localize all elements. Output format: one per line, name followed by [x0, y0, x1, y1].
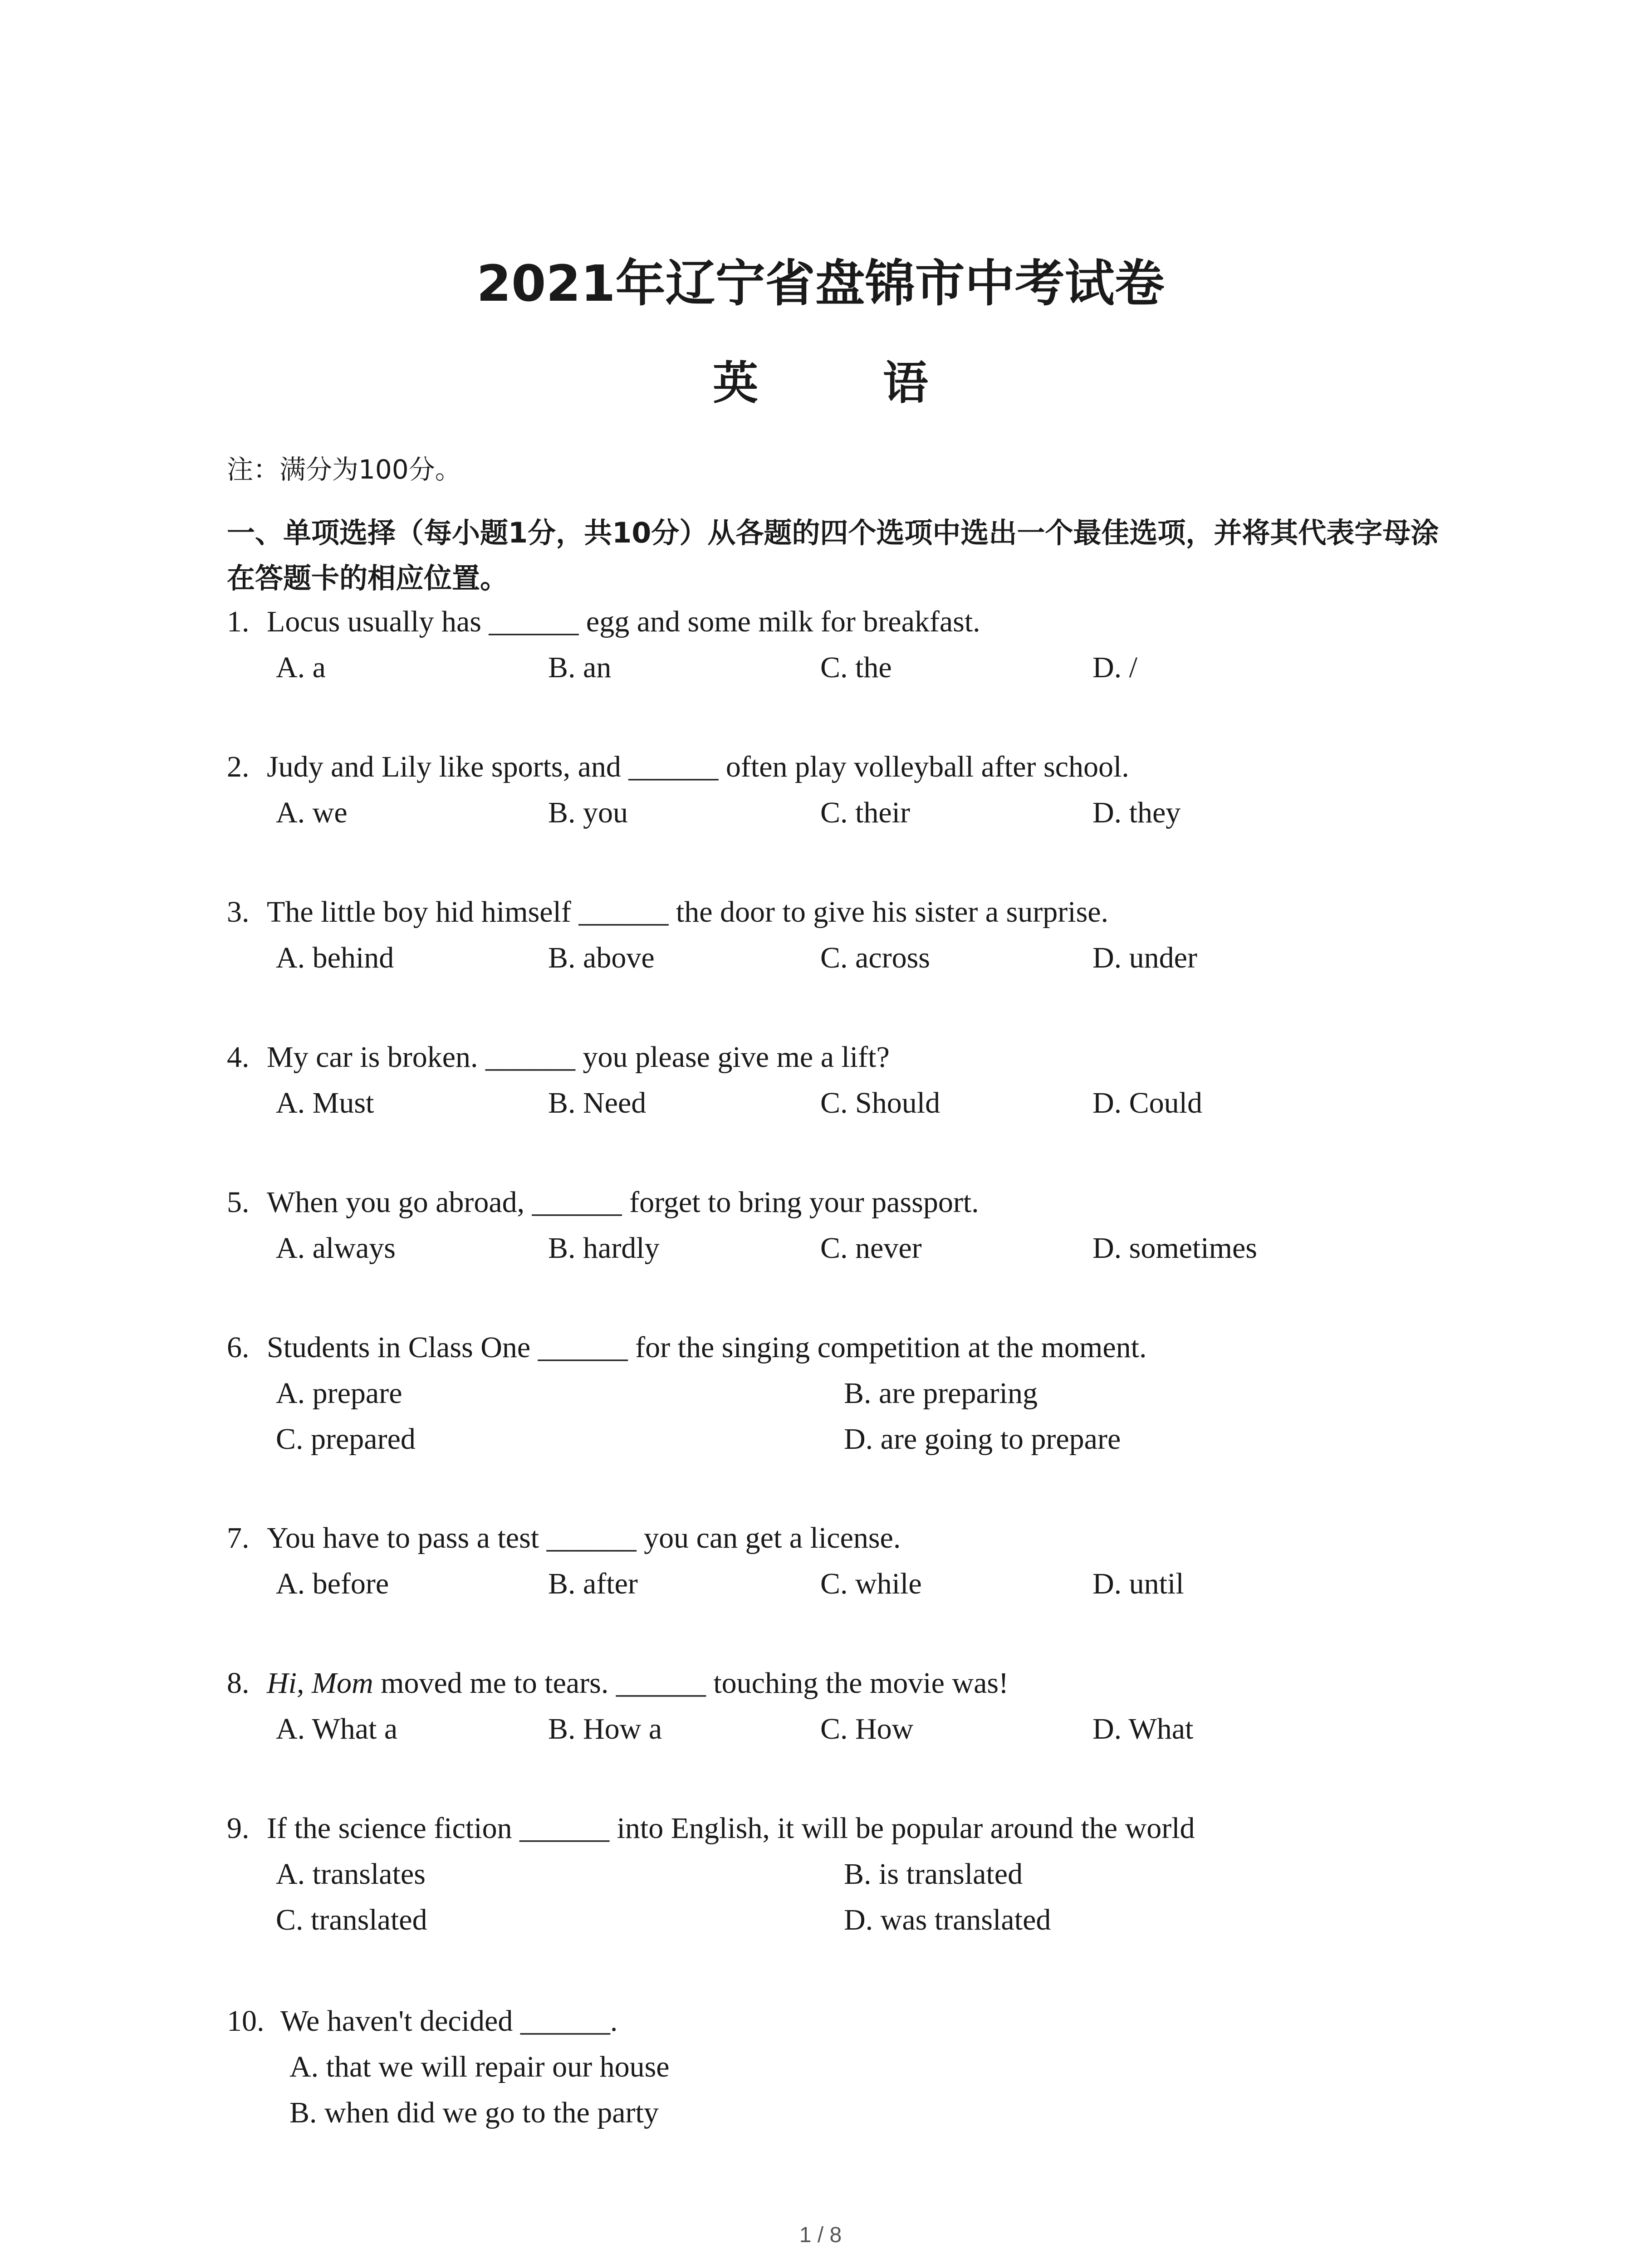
- option-a: A. behind: [276, 941, 394, 974]
- question-number: 3.: [227, 895, 250, 929]
- option-b: B. an: [548, 651, 612, 684]
- question-8: [227, 1660, 1543, 1752]
- question-number: 9.: [227, 1812, 250, 1845]
- option-a: A. What a: [276, 1712, 398, 1745]
- option-c: C. translated: [276, 1903, 427, 1936]
- question-number: 8.: [227, 1667, 250, 1700]
- question-10: [227, 1998, 1543, 2136]
- option-c: C. across: [820, 941, 930, 974]
- exam-title: 2021年辽宁省盘锦市中考试卷: [476, 254, 1165, 313]
- option-a: A. always: [276, 1232, 396, 1265]
- option-d: D. under: [1092, 941, 1197, 974]
- question-number: 7.: [227, 1521, 250, 1554]
- option-b: B. Need: [548, 1086, 647, 1119]
- question-stem: We haven't decided ______.: [280, 2004, 618, 2038]
- question-stem: Judy and Lily like sports, and ______ often play volleyball after school.: [267, 750, 1129, 783]
- question-number: 6.: [227, 1331, 250, 1364]
- option-b: B. above: [548, 941, 655, 974]
- option-b: B. are preparing: [844, 1377, 1038, 1410]
- option-c: C. the: [820, 651, 892, 684]
- question-3: [227, 889, 1543, 981]
- question-4: [227, 1034, 1543, 1126]
- option-a: A. prepare: [276, 1377, 402, 1410]
- question-number: 5.: [227, 1186, 250, 1219]
- option-a: A. before: [276, 1567, 389, 1600]
- question-7: [227, 1515, 1543, 1607]
- option-a: A. Must: [276, 1086, 374, 1119]
- option-c: C. while: [820, 1567, 922, 1600]
- option-b: B. after: [548, 1567, 638, 1600]
- question-stem: Students in Class One ______ for the singing competition at the moment.: [267, 1331, 1147, 1364]
- question-number: 10.: [227, 2004, 265, 2038]
- option-b: B. is translated: [844, 1857, 1023, 1891]
- question-stem: Locus usually has ______ egg and some milk for breakfast.: [267, 605, 980, 638]
- section-heading: 一、单项选择（每小题1分，共10分）从各题的四个选项中选出一个最佳选项，并将其代表字母涂在答题卡的相应位置。: [227, 516, 1439, 595]
- option-d: D. was translated: [844, 1903, 1051, 1936]
- option-c: C. How: [820, 1712, 914, 1745]
- option-d: D. What: [1092, 1712, 1194, 1745]
- option-a: A. we: [276, 796, 348, 829]
- question-stem: The little boy hid himself ______ the door to give his sister a surprise.: [267, 895, 1109, 929]
- option-d: D. Could: [1092, 1086, 1203, 1119]
- option-c: C. never: [820, 1232, 922, 1265]
- option-d: D. /: [1092, 651, 1137, 684]
- option-a: A. that we will repair our house: [289, 2050, 670, 2083]
- question-1: [227, 599, 1543, 690]
- question-number: 1.: [227, 605, 250, 638]
- page-number: 1 / 8: [799, 2223, 842, 2247]
- option-d: D. sometimes: [1092, 1232, 1257, 1265]
- option-d: D. until: [1092, 1567, 1184, 1600]
- score-note: 注：满分为100分。: [227, 454, 461, 485]
- option-c: C. Should: [820, 1086, 941, 1119]
- option-a: A. translates: [276, 1857, 426, 1891]
- question-2: [227, 744, 1543, 836]
- option-d: D. they: [1092, 796, 1181, 829]
- option-d: D. are going to prepare: [844, 1422, 1121, 1456]
- question-number: 4.: [227, 1041, 250, 1074]
- movie-title-italic: Hi, Mom: [267, 1667, 373, 1700]
- option-c: C. their: [820, 796, 910, 829]
- option-a: A. a: [276, 651, 326, 684]
- option-b: B. you: [548, 796, 628, 829]
- option-b: B. when did we go to the party: [289, 2096, 659, 2129]
- question-9: [227, 1805, 1543, 1943]
- exam-subject: 英 语: [713, 357, 983, 410]
- question-number: 2.: [227, 750, 250, 783]
- question-stem: If the science fiction ______ into English, it will be popular around the world: [267, 1812, 1195, 1845]
- question-6: [227, 1325, 1543, 1462]
- question-stem: moved me to tears. ______ touching the movie was!: [373, 1667, 1009, 1700]
- question-stem: You have to pass a test ______ you can get a license.: [267, 1521, 901, 1554]
- option-b: B. hardly: [548, 1232, 660, 1265]
- option-c: C. prepared: [276, 1422, 416, 1456]
- option-b: B. How a: [548, 1712, 662, 1745]
- question-stem: When you go abroad, ______ forget to bring your passport.: [267, 1186, 979, 1219]
- question-5: [227, 1179, 1543, 1271]
- question-stem: My car is broken. ______ you please give me a lift?: [267, 1041, 890, 1074]
